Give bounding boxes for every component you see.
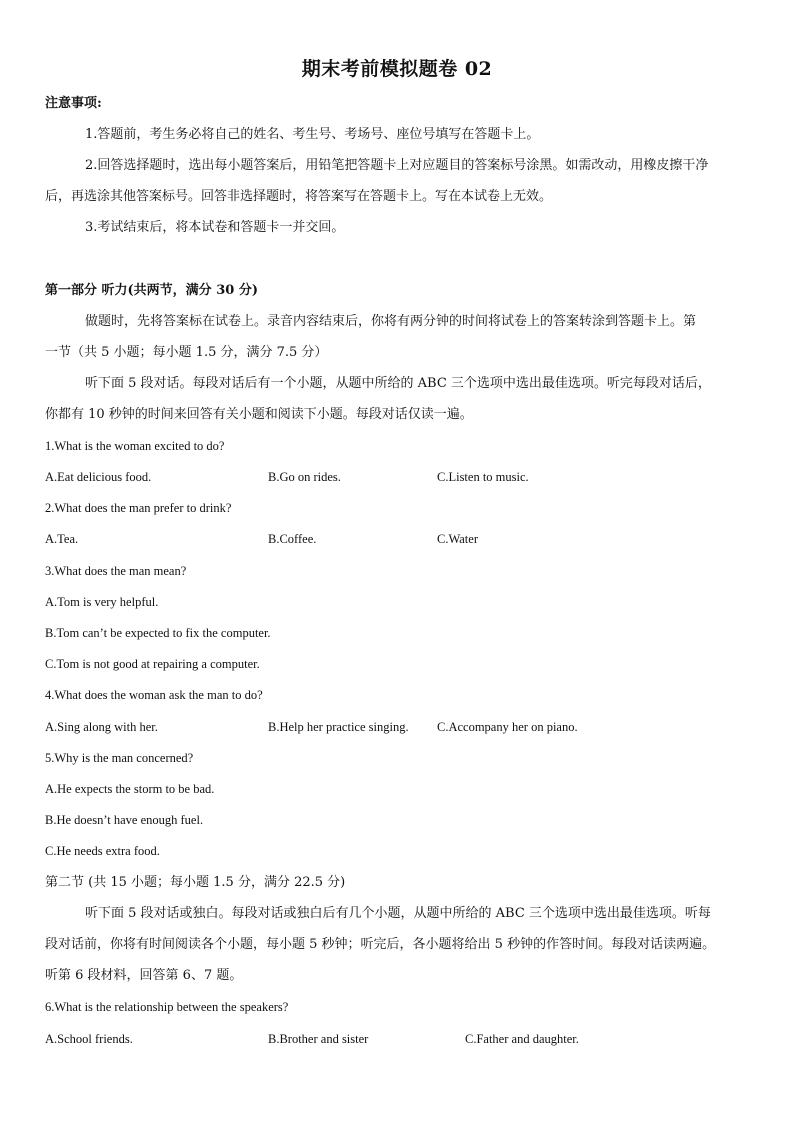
- notice-heading: 注意事项:: [45, 96, 102, 111]
- part1-intro-line-2: 一节（共 5 小题；每小题 1.5 分，满分 7.5 分）: [45, 345, 328, 360]
- question-3: 3.What does the man mean?: [45, 564, 187, 578]
- notice-item-2-line-1: 2.回答选择题时，选出每小题答案后，用铅笔把答题卡上对应题目的答案标号涂黑。如需改动，用橡皮擦干净: [85, 158, 709, 173]
- part1-instr-line-1: 听下面 5 段对话。每段对话后有一个小题，从题中所给的 ABC 三个选项中选出最佳选项。听完每段对话后，: [85, 376, 711, 391]
- question-1-option-c: C.Listen to music.: [437, 470, 529, 484]
- question-3-option-b: B.Tom can’t be expected to fix the computer.: [45, 626, 271, 640]
- part1-instr-line-2: 你都有 10 秒钟的时间来回答有关小题和阅读下小题。每段对话仅读一遍。: [45, 407, 473, 422]
- notice-item-3: 3.考试结束后，将本试卷和答题卡一并交回。: [85, 220, 345, 235]
- question-2-option-a: A.Tea.: [45, 532, 79, 546]
- section2-instr-line-3: 听第 6 段材料，回答第 6、7 题。: [45, 968, 243, 983]
- question-6-option-b: B.Brother and sister: [268, 1032, 369, 1046]
- question-6-option-c: C.Father and daughter.: [465, 1032, 579, 1046]
- part1-intro-line-1: 做题时，先将答案标在试卷上。录音内容结束后，你将有两分钟的时间将试卷上的答案转涂到答题卡上。第: [85, 314, 697, 329]
- question-1-option-a: A.Eat delicious food.: [45, 470, 152, 484]
- section2-instr-line-1: 听下面 5 段对话或独白。每段对话或独白后有几个小题，从题中所给的 ABC 三个选项中选出最佳选项。听每: [85, 906, 711, 921]
- notice-item-2-line-2: 后，再选涂其他答案标号。回答非选择题时，将答案写在答题卡上。写在本试卷上无效。: [45, 189, 553, 204]
- question-2-option-b: B.Coffee.: [268, 532, 317, 546]
- question-5-option-b: B.He doesn’t have enough fuel.: [45, 813, 204, 827]
- question-2: 2.What does the man prefer to drink?: [45, 501, 232, 515]
- question-6-option-a: A.School friends.: [45, 1032, 133, 1046]
- page-title: 期末考前模拟题卷 02: [301, 58, 493, 80]
- section2-instr-line-2: 段对话前，你将有时间阅读各个小题，每小题 5 秒钟；听完后，各小题将给出 5 秒钟的作答时间。每段对话读两遍。: [45, 937, 716, 952]
- section2-heading: 第二节 (共 15 小题；每小题 1.5 分，满分 22.5 分): [45, 875, 346, 890]
- question-5-option-a: A.He expects the storm to be bad.: [45, 782, 215, 796]
- question-1-option-b: B.Go on rides.: [268, 470, 341, 484]
- part1-heading: 第一部分 听力(共两节，满分 30 分): [45, 283, 258, 298]
- question-6: 6.What is the relationship between the speakers?: [45, 1000, 289, 1014]
- question-5-option-c: C.He needs extra food.: [45, 844, 160, 858]
- notice-item-1: 1.答题前，考生务必将自己的姓名、考生号、考场号、座位号填写在答题卡上。: [85, 127, 540, 142]
- question-1: 1.What is the woman excited to do?: [45, 439, 225, 453]
- question-2-option-c: C.Water: [437, 532, 478, 546]
- question-4-option-a: A.Sing along with her.: [45, 720, 158, 734]
- question-3-option-c: C.Tom is not good at repairing a computer.: [45, 657, 260, 671]
- question-3-option-a: A.Tom is very helpful.: [45, 595, 159, 609]
- question-5: 5.Why is the man concerned?: [45, 751, 194, 765]
- question-4: 4.What does the woman ask the man to do?: [45, 688, 263, 702]
- question-4-option-c: C.Accompany her on piano.: [437, 720, 578, 734]
- question-4-option-b: B.Help her practice singing.: [268, 720, 409, 734]
